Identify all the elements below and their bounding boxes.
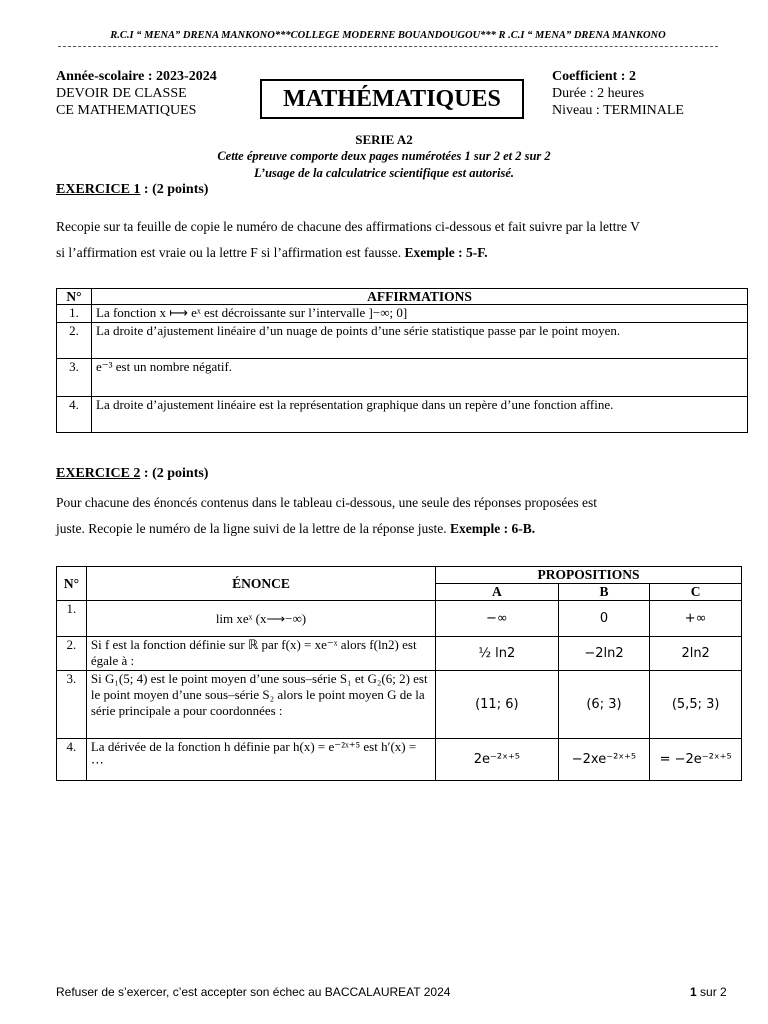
- col-enonce: ÉNONCE: [86, 567, 435, 601]
- col-num: N°: [57, 567, 87, 601]
- row-enonce: La dérivée de la fonction h définie par h(x) = e⁻²ˣ⁺⁵ est h′(x) = ⋯: [86, 739, 435, 781]
- col-c: C: [650, 584, 742, 601]
- table-row: [57, 397, 748, 433]
- page-number: [690, 985, 727, 999]
- col-propositions: PROPOSITIONS: [436, 567, 742, 584]
- page-current: 1: [690, 985, 697, 999]
- ex1-instruction-text: si l’affirmation est vraie ou la lettre F si l’affirmation est fausse.: [56, 245, 405, 260]
- exercise-1-points: : (2 points): [140, 182, 209, 197]
- note-pages: Cette épreuve comporte deux pages numérotées 1 sur 2 et 2 sur 2: [217, 149, 551, 163]
- table-row: [57, 671, 742, 739]
- ex2-instruction-text: juste. Recopie le numéro de la ligne suivi de la lettre de la réponse juste.: [56, 521, 450, 536]
- footer-motto: Refuser de s’exercer, c’est accepter son échec au BACCALAUREAT 2024: [56, 985, 451, 999]
- row-num: 2.: [57, 637, 87, 671]
- col-num: N°: [57, 289, 92, 305]
- option-a: 2e⁻²ˣ⁺⁵: [436, 739, 559, 781]
- note-calculator: L’usage de la calculatrice scientifique est autorisé.: [253, 166, 515, 180]
- row-num: 3.: [57, 359, 92, 397]
- row-enonce: Si f est la fonction définie sur ℝ par f(x) = xe⁻ˣ alors f(ln2) est égale à :: [86, 637, 435, 671]
- table-row: [57, 601, 742, 637]
- row-text: La droite d’ajustement linéaire d’un nuage de points d’une série statistique passe par le point moyen.: [92, 323, 748, 359]
- row-text: La fonction x ⟼ eˣ est décroissante sur l’intervalle ]−∞; 0]: [92, 305, 748, 323]
- row-enonce: lim xeˣ (x⟶−∞): [86, 601, 435, 637]
- row-num: 4.: [57, 397, 92, 433]
- exercise-1-title: [56, 182, 208, 198]
- option-b: −2ln2: [558, 637, 650, 671]
- option-a: −∞: [436, 601, 559, 637]
- option-b: (6; 3): [558, 671, 650, 739]
- coefficient: Coefficient : 2: [552, 69, 636, 84]
- option-b: −2xe⁻²ˣ⁺⁵: [558, 739, 650, 781]
- row-num: 1.: [57, 601, 87, 637]
- left-info: [56, 68, 217, 119]
- ex1-example: Exemple : 5-F.: [404, 245, 488, 260]
- serie-title: SERIE A2: [355, 132, 413, 147]
- row-num: 1.: [57, 305, 92, 323]
- page-total: sur 2: [696, 985, 727, 999]
- header-divider: [58, 46, 718, 47]
- niveau: Niveau : TERMINALE: [552, 103, 684, 118]
- ce-label: CE MATHEMATIQUES: [56, 103, 197, 118]
- exercise-2-points: : (2 points): [140, 466, 209, 481]
- ex2-instruction-line2: [56, 516, 728, 542]
- table-header: [57, 567, 742, 584]
- ex1-instruction-line2: [56, 240, 728, 266]
- row-num: 3.: [57, 671, 87, 739]
- affirmations-table: [56, 288, 748, 433]
- propositions-table: [56, 566, 742, 781]
- row-num: 2.: [57, 323, 92, 359]
- row-enonce: Si G₁(5; 4) est le point moyen d’une sous–série S₁ et G₂(6; 2) est le point moyen d’une sous–série S₂ alors le point moyen G de la série principale a pour coordonnées :: [86, 671, 435, 739]
- ex1-instruction-line1: Recopie sur ta feuille de copie le numéro de chacune des affirmations ci-dessous et fait suivre par la lettre V: [56, 219, 640, 234]
- table-row: [57, 323, 748, 359]
- subject-title: MATHÉMATIQUES: [260, 79, 524, 119]
- ex2-example: Exemple : 6-B.: [450, 521, 536, 536]
- option-c: = −2e⁻²ˣ⁺⁵: [650, 739, 742, 781]
- option-c: +∞: [650, 601, 742, 637]
- ex2-instruction-line1: Pour chacune des énoncés contenus dans le tableau ci-dessous, une seule des réponses proposées est: [56, 495, 597, 510]
- table-row: [57, 739, 742, 781]
- table-header: [57, 289, 748, 305]
- table-row: [57, 359, 748, 397]
- col-affirmations: AFFIRMATIONS: [92, 289, 748, 305]
- row-num: 4.: [57, 739, 87, 781]
- table-row: [57, 305, 748, 323]
- option-b: 0: [558, 601, 650, 637]
- school-year: Année-scolaire : 2023-2024: [56, 69, 217, 84]
- exercise-2-instructions: [56, 490, 728, 542]
- exercise-1-label: EXERCICE 1: [56, 182, 141, 197]
- option-a: (11; 6): [436, 671, 559, 739]
- col-a: A: [436, 584, 559, 601]
- exercise-2-title: [56, 466, 208, 482]
- exercise-1-instructions: [56, 214, 728, 266]
- row-text: e⁻³ est un nombre négatif.: [92, 359, 748, 397]
- devoir-label: DEVOIR DE CLASSE: [56, 86, 187, 101]
- right-info: [552, 68, 684, 119]
- option-a: ½ ln2: [436, 637, 559, 671]
- duree: Durée : 2 heures: [552, 86, 645, 101]
- exercise-2-label: EXERCICE 2: [56, 466, 141, 481]
- table-row: [57, 637, 742, 671]
- option-c: 2ln2: [650, 637, 742, 671]
- row-text: La droite d’ajustement linéaire est la représentation graphique dans un repère d’une fonction affine.: [92, 397, 748, 433]
- header-line: R.C.I “ MENA” DRENA MANKONO***COLLEGE MODERNE BOUANDOUGOU*** R .C.I “ MENA” DRENA MANKONO: [110, 30, 666, 41]
- option-c: (5,5; 3): [650, 671, 742, 739]
- col-b: B: [558, 584, 650, 601]
